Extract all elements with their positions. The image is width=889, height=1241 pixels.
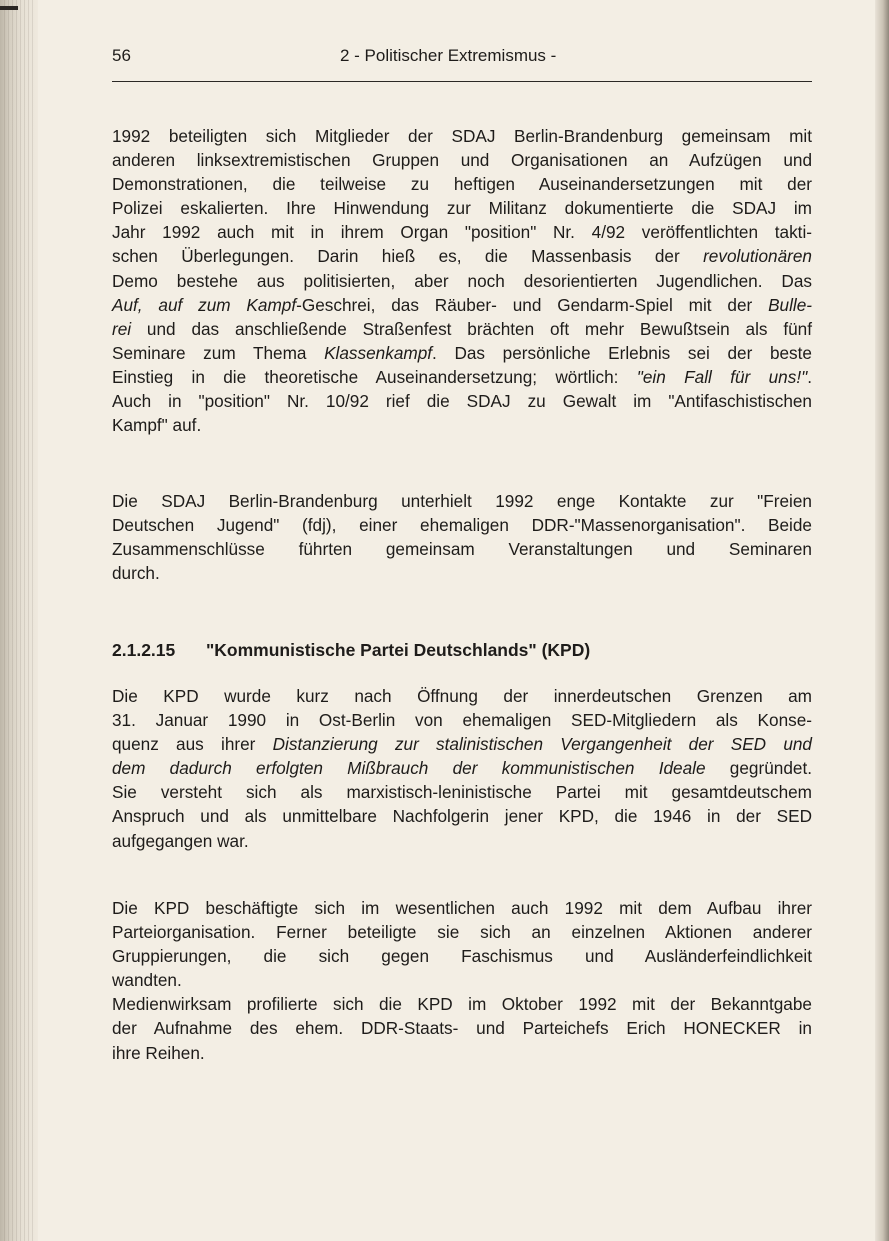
text-line [112, 804, 812, 828]
section-heading [112, 640, 590, 661]
text-line [112, 293, 812, 317]
text-run: Kampf" auf. [112, 415, 202, 436]
text-run: Sie versteht sich als marxistisch-leninistische Partei mit gesamtdeutschem [112, 782, 812, 803]
text-run: Zusammenschlüsse führten gemeinsam Veranstaltungen und Seminaren [112, 539, 812, 560]
text-run: gegründet. [705, 758, 812, 779]
text-line [112, 829, 812, 853]
text-run: durch. [112, 563, 160, 584]
text-line [112, 896, 812, 920]
text-run: aufgegangen war. [112, 830, 249, 851]
page-binding-gutter [0, 0, 38, 1241]
text-line [112, 489, 812, 513]
text-run: Polizei eskalierten. Ihre Hinwendung zur Militanz dokumentierte die SDAJ im [112, 198, 812, 219]
text-run: Deutschen Jugend" (fdj), einer ehemaligen DDR-"Massenorganisation". Beide [112, 515, 812, 536]
text-line [112, 148, 812, 172]
italic-text: rei [112, 318, 132, 339]
text-line [112, 1041, 812, 1065]
text-line [112, 124, 812, 148]
text-line [112, 756, 812, 780]
text-run: Einstieg in die theoretische Auseinandersetzung; wörtlich: [112, 366, 637, 387]
text-run: Die SDAJ Berlin-Brandenburg unterhielt 1992 enge Kontakte zur "Freien [112, 491, 812, 511]
text-run: Jahr 1992 auch mit in ihrem Organ "position" Nr. 4/92 veröffentlichten takti- [112, 222, 812, 243]
section-number: 2.1.2.15 [112, 640, 176, 660]
italic-text: revolutionären [703, 246, 812, 267]
text-run: Medienwirksam profilierte sich die KPD im Oktober 1992 mit der Bekanntgabe [112, 994, 812, 1015]
italic-text: "ein Fall für uns!" [636, 366, 808, 387]
text-line [112, 341, 812, 365]
text-run: ihre Reihen. [112, 1042, 205, 1063]
text-line [112, 1016, 812, 1040]
text-run: Die KPD beschäftigte sich im wesentlichen auch 1992 mit dem Aufbau ihrer [112, 898, 812, 918]
edge-mark [0, 6, 18, 10]
text-line [112, 780, 812, 804]
text-line [112, 537, 812, 561]
text-run: schen Überlegungen. Darin hieß es, die Massenbasis der [112, 246, 704, 267]
text-line [112, 968, 812, 992]
text-run: und das anschließende Straßenfest brächten oft mehr Bewußtsein als fünf [131, 318, 812, 339]
binding-texture [4, 0, 34, 1241]
paragraph [112, 684, 812, 853]
text-run: quenz aus ihrer [112, 734, 273, 755]
text-run: Demo bestehe aus politisierten, aber noch desorientierten Jugendlichen. Das [112, 270, 812, 291]
page-header [112, 46, 810, 72]
text-line [112, 389, 812, 413]
text-line [112, 561, 812, 585]
text-run: 1992 beteiligten sich Mitglieder der SDAJ Berlin-Brandenburg gemeinsam mit [112, 126, 812, 146]
paragraph [112, 896, 812, 1065]
text-line [112, 269, 812, 293]
text-run: Demonstrationen, die teilweise zu heftigen Auseinandersetzungen mit der [112, 174, 812, 195]
text-run: . Das persönliche Erlebnis sei der beste [432, 342, 812, 363]
text-run: Parteiorganisation. Ferner beteiligte sie sich an einzelnen Aktionen anderer [112, 922, 812, 943]
text-line [112, 684, 812, 708]
text-run: . [807, 366, 812, 387]
text-line [112, 317, 812, 341]
text-line [112, 732, 812, 756]
paragraph [112, 489, 812, 585]
text-line [112, 413, 812, 437]
text-run: Die KPD wurde kurz nach Öffnung der innerdeutschen Grenzen am [112, 686, 812, 706]
paragraph [112, 124, 812, 437]
text-line [112, 708, 812, 732]
text-line [112, 220, 812, 244]
text-line [112, 244, 812, 268]
text-line [112, 920, 812, 944]
italic-text: Klassenkampf [324, 342, 433, 363]
text-run: Auch in "position" Nr. 10/92 rief die SDAJ zu Gewalt im "Antifaschistischen [112, 391, 812, 412]
text-run: Gruppierungen, die sich gegen Faschismus und Ausländerfeindlichkeit [112, 946, 812, 967]
text-run: 31. Januar 1990 in Ost-Berlin von ehemaligen SED-Mitgliedern als Konse- [112, 710, 812, 731]
text-run: der Aufnahme des ehem. DDR-Staats- und Parteichefs Erich HONECKER in [112, 1018, 812, 1039]
text-line [112, 196, 812, 220]
text-run: anderen linksextremistischen Gruppen und Organisationen an Aufzügen und [112, 150, 812, 171]
text-line [112, 172, 812, 196]
running-head: 2 - Politischer Extremismus - [340, 46, 557, 65]
italic-text: dem dadurch erfolgten Mißbrauch der kommunistischen Ideale [112, 758, 706, 779]
header-rule [112, 81, 812, 82]
text-line [112, 365, 812, 389]
text-line [112, 992, 812, 1016]
page-right-edge-shadow [875, 0, 889, 1241]
text-run: Anspruch und als unmittelbare Nachfolgerin jener KPD, die 1946 in der SED [112, 806, 812, 827]
text-run: Seminare zum Thema [112, 342, 325, 363]
section-title: "Kommunistische Partei Deutschlands" (KPD) [206, 640, 591, 660]
italic-text: Auf, auf zum Kampf [112, 294, 297, 315]
page-number: 56 [112, 46, 131, 65]
italic-text: Bulle- [768, 294, 813, 315]
text-run: -Geschrei, das Räuber- und Gendarm-Spiel mit der [296, 294, 769, 315]
italic-text: Distanzierung zur stalinistischen Vergangenheit der SED und [272, 734, 812, 755]
text-run: wandten. [112, 970, 182, 991]
text-line [112, 944, 812, 968]
text-line [112, 513, 812, 537]
